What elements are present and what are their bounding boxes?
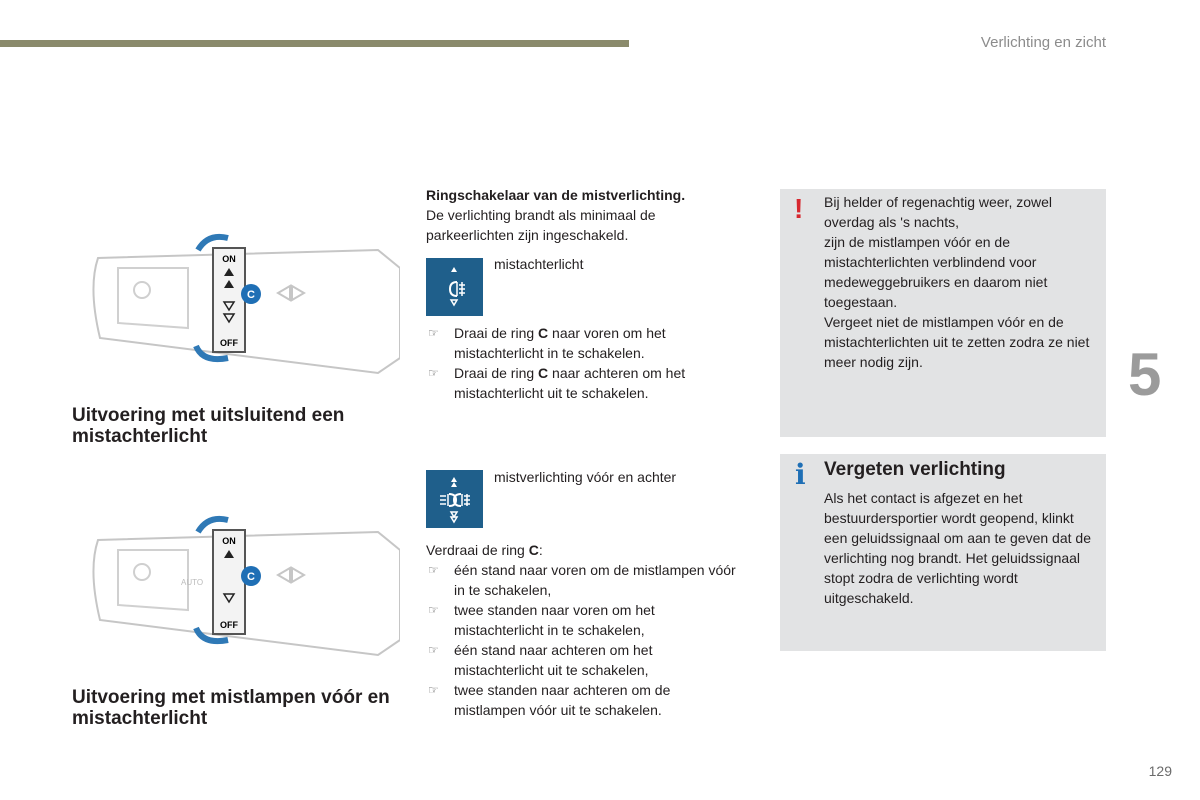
pointing-hand-bullet-icon: ☞ <box>428 326 439 340</box>
info-icon: i <box>795 458 806 491</box>
ring-c-marker: C <box>247 571 255 583</box>
ring-label-off: OFF <box>220 338 238 348</box>
list-item: ☞ Draai de ring C naar voren om het mistachterlicht in te schakelen. <box>428 325 666 361</box>
section-heading-front-and-rear-fog: Uitvoering met mistlampen vóór en mistachterlicht <box>72 687 390 729</box>
list-item: ☞ één stand naar achteren om het mistachterlicht uit te schakelen, <box>428 642 653 678</box>
stalk-label-auto: AUTO <box>181 578 204 587</box>
chapter-number: 5 <box>1128 341 1162 408</box>
ring-label-off: OFF <box>220 620 238 630</box>
warning-text: Bij helder of regenachtig weer, zowel overdag als 's nachts, zijn de mistlampen vóór en de mistachterlichten verblindend voor medeweggebruikers en daarom niet toegestaan. Vergeet niet de mistlampen vóór en de mistachterlichten uit te zetten zodra ze niet meer nodig zijn. <box>824 194 1090 370</box>
section-heading-rear-fog-only: Uitvoering met uitsluitend een mistachterlicht <box>72 405 345 447</box>
rear-fog-steps-list <box>426 323 736 403</box>
info-title: Vergeten verlichting <box>824 459 1006 480</box>
list-item: ☞ twee standen naar achteren om de mistlampen vóór uit te schakelen. <box>428 682 671 718</box>
ring-label-on: ON <box>222 536 236 546</box>
rear-fog-light-icon <box>426 258 483 316</box>
page-number: 129 <box>1148 763 1172 779</box>
warning-exclamation-icon: ! <box>794 193 804 224</box>
intro-paragraph <box>426 185 726 245</box>
lighting-stalk-illustration-front-and-rear-fog <box>78 510 400 660</box>
pointing-hand-bullet-icon: ☞ <box>428 366 439 380</box>
list-item: ☞ één stand naar voren om de mistlampen vóór in te schakelen, <box>428 562 736 598</box>
pointing-hand-bullet-icon: ☞ <box>428 683 439 697</box>
front-and-rear-fog-steps-list <box>426 560 736 720</box>
pointing-hand-bullet-icon: ☞ <box>428 603 439 617</box>
list-item: ☞ Draai de ring C naar achteren om het mistachterlicht uit te schakelen. <box>428 365 686 401</box>
info-text: Als het contact is afgezet en het bestuurdersportier wordt geopend, klinkt een geluidssignaal om aan te geven dat de verlichting nog brandt. Het geluidssignaal stopt zodra de verlichting wordt uitgeschakeld. <box>824 490 1091 606</box>
info-box <box>780 454 1106 651</box>
warning-box <box>780 189 1106 437</box>
front-and-rear-fog-caption: mistverlichting vóór en achter <box>494 469 677 485</box>
pointing-hand-bullet-icon: ☞ <box>428 563 439 577</box>
intro-text: De verlichting brandt als minimaal de parkeerlichten zijn ingeschakeld. <box>426 207 656 243</box>
list-item: ☞ twee standen naar voren om het mistachterlicht in te schakelen, <box>428 602 655 638</box>
front-and-rear-fog-light-icon <box>426 470 483 528</box>
pointing-hand-bullet-icon: ☞ <box>428 643 439 657</box>
ring-c-marker: C <box>247 289 255 301</box>
header-accent-bar <box>0 40 629 47</box>
page-header-title: Verlichting en zicht <box>980 34 1106 51</box>
lighting-stalk-illustration-rear-fog <box>78 228 400 378</box>
ring-label-on: ON <box>222 254 236 264</box>
rear-fog-caption: mistachterlicht <box>494 256 584 272</box>
ring-intro-text: Verdraai de ring C: <box>426 542 543 558</box>
intro-title: Ringschakelaar van de mistverlichting. <box>426 187 686 203</box>
